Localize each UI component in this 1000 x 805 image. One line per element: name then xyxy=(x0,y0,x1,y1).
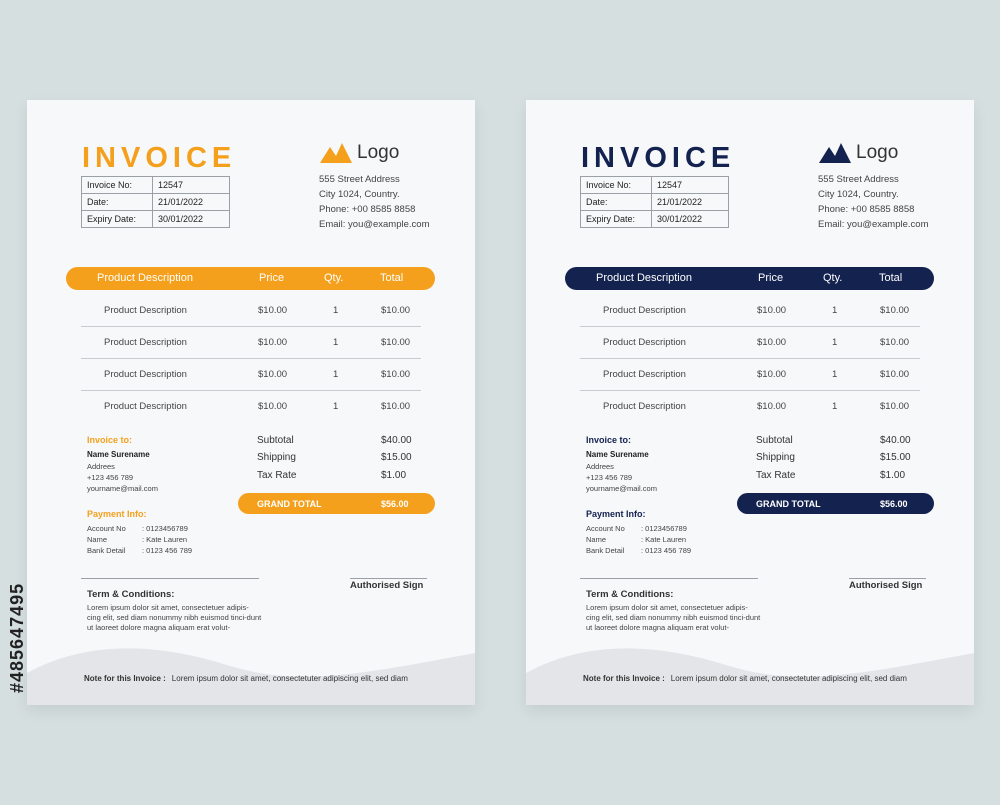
meta-label: Expiry Date: xyxy=(581,211,652,228)
payment-value: : 0123 456 789 xyxy=(142,546,193,555)
terms-divider xyxy=(81,578,259,579)
meta-label: Date: xyxy=(82,194,153,211)
address-line: City 1024, Country. xyxy=(319,189,400,200)
payment-label: Name xyxy=(87,535,108,544)
company-logo xyxy=(320,142,399,164)
company-address xyxy=(818,172,929,232)
invoice-to-line: yourname@mail.com xyxy=(586,484,657,493)
invoice-to-line: +123 456 789 xyxy=(87,473,134,482)
terms-divider xyxy=(580,578,758,579)
invoice-to-name: Name Surename xyxy=(586,450,649,459)
item-qty: 1 xyxy=(832,305,838,316)
address-line: City 1024, Country. xyxy=(818,189,899,200)
total-label: Shipping xyxy=(257,452,296,463)
item-total: $10.00 xyxy=(381,369,411,380)
item-total: $10.00 xyxy=(880,401,910,412)
item-total: $10.00 xyxy=(880,369,910,380)
meta-row xyxy=(82,211,230,228)
item-qty: 1 xyxy=(333,369,339,380)
item-total: $10.00 xyxy=(880,337,910,348)
invoice-to-heading: Invoice to: xyxy=(586,435,632,445)
payment-label: Bank Detail xyxy=(87,546,126,555)
item-description: Product Description xyxy=(104,401,187,412)
invoice-to-line: Addrees xyxy=(87,462,115,471)
payment-line xyxy=(586,546,692,555)
item-price: $10.00 xyxy=(757,401,787,412)
item-price: $10.00 xyxy=(757,305,787,316)
grand-total-label: GRAND TOTAL xyxy=(257,499,322,509)
stock-id-text: #485647495 xyxy=(7,582,27,693)
item-description: Product Description xyxy=(104,305,187,316)
table-row xyxy=(81,326,421,359)
total-label: Subtotal xyxy=(257,435,294,446)
payment-line xyxy=(586,524,687,533)
payment-label: Name xyxy=(586,535,607,544)
bottom-wave-decoration xyxy=(27,635,475,705)
payment-label: Bank Detail xyxy=(586,546,625,555)
payment-line xyxy=(87,524,188,533)
meta-value: 21/01/2022 xyxy=(153,194,230,211)
address-line: 555 Street Address xyxy=(319,174,400,185)
invoice-to-line: +123 456 789 xyxy=(586,473,633,482)
meta-value: 12547 xyxy=(153,177,230,194)
item-description: Product Description xyxy=(104,369,187,380)
invoice-page xyxy=(27,100,475,705)
meta-row xyxy=(581,211,729,228)
terms-text: Lorem ipsum dolor sit amet, consectetuer adipis-cing elit, sed diam nonummy nibh euismod tinci-dunt ut laoreet dolore magna aliquam erat volut- xyxy=(586,603,761,632)
invoice-title: INVOICE xyxy=(581,142,736,174)
item-total: $10.00 xyxy=(381,305,411,316)
meta-label: Expiry Date: xyxy=(82,211,153,228)
total-label: Tax Rate xyxy=(756,470,796,481)
grand-total-value: $56.00 xyxy=(880,499,908,509)
header-price: Price xyxy=(758,272,784,284)
total-value: $40.00 xyxy=(381,435,412,446)
total-value: $1.00 xyxy=(381,470,407,481)
total-label: Shipping xyxy=(756,452,795,463)
grand-total-bar xyxy=(238,493,435,514)
item-price: $10.00 xyxy=(258,369,288,380)
total-value: $15.00 xyxy=(381,452,412,463)
address-line: 555 Street Address xyxy=(818,174,899,185)
authorised-sign: Authorised Sign xyxy=(849,580,923,591)
invoice-note xyxy=(583,674,907,683)
meta-row xyxy=(581,177,729,194)
logo-text: Logo xyxy=(357,142,400,163)
meta-value: 21/01/2022 xyxy=(652,194,729,211)
invoice-to-line: yourname@mail.com xyxy=(87,484,158,493)
invoice-note xyxy=(84,674,408,683)
meta-row xyxy=(581,194,729,211)
item-total: $10.00 xyxy=(381,337,411,348)
item-price: $10.00 xyxy=(258,401,288,412)
header-description: Product Description xyxy=(97,272,193,284)
grand-total-bar xyxy=(737,493,934,514)
item-price: $10.00 xyxy=(258,305,288,316)
table-header xyxy=(565,267,934,290)
total-value: $40.00 xyxy=(880,435,911,446)
address-line: Email: you@example.com xyxy=(818,219,929,230)
payment-value: : Kate Lauren xyxy=(142,535,188,544)
terms-heading: Term & Conditions: xyxy=(586,589,674,600)
meta-value: 30/01/2022 xyxy=(652,211,729,228)
payment-label: Account No xyxy=(87,524,126,533)
item-price: $10.00 xyxy=(757,369,787,380)
invoice-to-line: Addrees xyxy=(586,462,614,471)
note-label: Note for this Invoice : xyxy=(84,674,166,683)
invoice-page xyxy=(526,100,974,705)
meta-row xyxy=(82,177,230,194)
logo-text: Logo xyxy=(856,142,899,163)
meta-value: 30/01/2022 xyxy=(153,211,230,228)
table-row xyxy=(81,358,421,391)
sign-divider xyxy=(350,578,427,579)
company-logo xyxy=(819,142,898,164)
header-description: Product Description xyxy=(596,272,692,284)
item-total: $10.00 xyxy=(880,305,910,316)
meta-label: Invoice No: xyxy=(82,177,153,194)
table-row xyxy=(580,358,920,391)
grand-total-value: $56.00 xyxy=(381,499,409,509)
invoice-meta-table xyxy=(580,176,729,228)
payment-line xyxy=(87,535,188,544)
item-total: $10.00 xyxy=(381,401,411,412)
header-qty: Qty. xyxy=(823,272,843,284)
note-text: Lorem ipsum dolor sit amet, consectetuter adipiscing elit, sed diam xyxy=(171,674,408,683)
payment-value: : 0123 456 789 xyxy=(641,546,692,555)
item-qty: 1 xyxy=(832,369,838,380)
item-description: Product Description xyxy=(603,369,686,380)
payment-value: : 0123456789 xyxy=(641,524,687,533)
item-qty: 1 xyxy=(333,305,339,316)
payment-line xyxy=(586,535,687,544)
total-label: Subtotal xyxy=(756,435,793,446)
invoice-to-heading: Invoice to: xyxy=(87,435,133,445)
invoice-to-name: Name Surename xyxy=(87,450,150,459)
item-description: Product Description xyxy=(104,337,187,348)
item-qty: 1 xyxy=(832,401,838,412)
payment-value: : Kate Lauren xyxy=(641,535,687,544)
mountain-logo-icon xyxy=(320,143,352,163)
payment-value: : 0123456789 xyxy=(142,524,188,533)
company-address xyxy=(319,172,430,232)
address-line: Email: you@example.com xyxy=(319,219,430,230)
item-qty: 1 xyxy=(333,401,339,412)
table-row xyxy=(580,390,920,422)
item-description: Product Description xyxy=(603,401,686,412)
sign-divider xyxy=(849,578,926,579)
invoice-meta-table xyxy=(81,176,230,228)
table-row xyxy=(580,294,920,327)
table-header xyxy=(66,267,435,290)
table-row xyxy=(580,326,920,359)
total-value: $15.00 xyxy=(880,452,911,463)
header-total: Total xyxy=(380,272,404,284)
table-row xyxy=(81,294,421,327)
header-qty: Qty. xyxy=(324,272,344,284)
note-text: Lorem ipsum dolor sit amet, consectetuter adipiscing elit, sed diam xyxy=(670,674,907,683)
payment-info-heading: Payment Info: xyxy=(586,509,646,519)
grand-total-label: GRAND TOTAL xyxy=(756,499,821,509)
header-price: Price xyxy=(259,272,285,284)
item-description: Product Description xyxy=(603,337,686,348)
item-price: $10.00 xyxy=(757,337,787,348)
mountain-logo-icon xyxy=(819,143,851,163)
total-label: Tax Rate xyxy=(257,470,297,481)
meta-value: 12547 xyxy=(652,177,729,194)
payment-line xyxy=(87,546,193,555)
payment-label: Account No xyxy=(586,524,625,533)
item-description: Product Description xyxy=(603,305,686,316)
bottom-wave-decoration xyxy=(526,635,974,705)
header-total: Total xyxy=(879,272,903,284)
terms-heading: Term & Conditions: xyxy=(87,589,175,600)
item-qty: 1 xyxy=(333,337,339,348)
note-label: Note for this Invoice : xyxy=(583,674,665,683)
address-line: Phone: +00 8585 8858 xyxy=(319,204,416,215)
payment-info-heading: Payment Info: xyxy=(87,509,147,519)
total-value: $1.00 xyxy=(880,470,906,481)
item-price: $10.00 xyxy=(258,337,288,348)
meta-row xyxy=(82,194,230,211)
meta-label: Date: xyxy=(581,194,652,211)
meta-label: Invoice No: xyxy=(581,177,652,194)
table-row xyxy=(81,390,421,422)
terms-text: Lorem ipsum dolor sit amet, consectetuer adipis-cing elit, sed diam nonummy nibh euismod tinci-dunt ut laoreet dolore magna aliquam erat volut- xyxy=(87,603,262,632)
authorised-sign: Authorised Sign xyxy=(350,580,424,591)
invoice-title: INVOICE xyxy=(82,142,237,174)
item-qty: 1 xyxy=(832,337,838,348)
stock-id-label xyxy=(4,560,28,700)
address-line: Phone: +00 8585 8858 xyxy=(818,204,915,215)
